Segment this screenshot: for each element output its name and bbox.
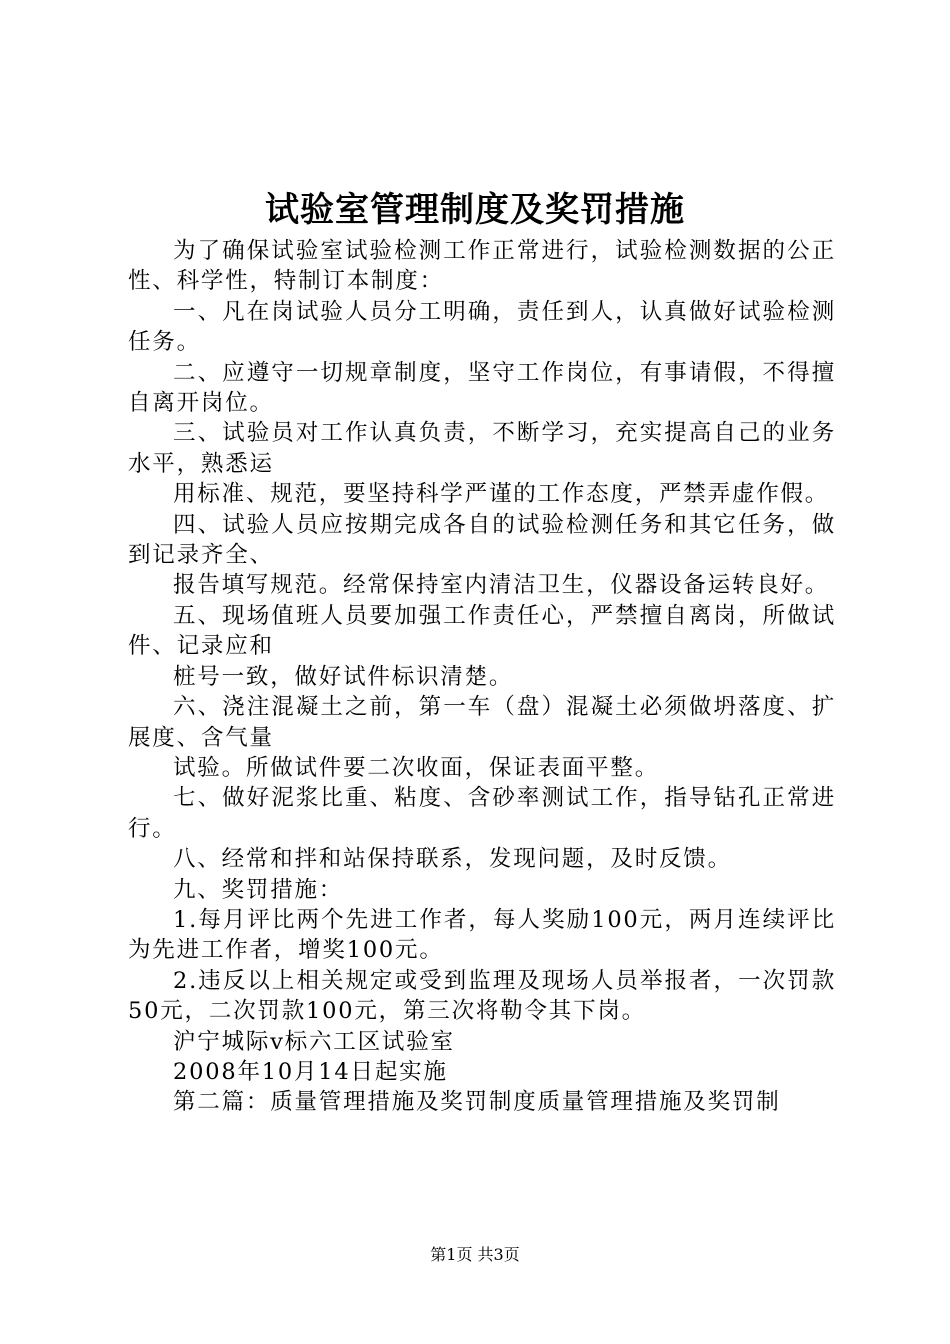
paragraph-penalty: 2.违反以上相关规定或受到监理及现场人员举报者，一次罚款50元，二次罚款100元，第三次将勒令其下岗。 — [128, 967, 836, 1025]
paragraph-reward: 1.每月评比两个先进工作者，每人奖励100元，两月连续评比为先进工作者，增奖100元。 — [128, 906, 836, 964]
paragraph-rule-8: 八、经常和拌和站保持联系，发现问题，及时反馈。 — [173, 846, 732, 873]
paragraph-issuer: 沪宁城际v标六工区试验室 — [173, 1028, 455, 1055]
paragraph-intro: 为了确保试验室试验检测工作正常进行，试验检测数据的公正性、科学性，特制订本制度： — [128, 238, 836, 295]
document-body — [128, 236, 836, 1118]
paragraph-rule-7: 七、做好泥浆比重、粘度、含砂率测试工作，指导钻孔正常进行。 — [128, 785, 836, 842]
paragraph-rule-9: 九、奖罚措施： — [173, 876, 344, 903]
paragraph-effective-date: 2008年10月14日起实施 — [173, 1058, 448, 1085]
document-title: 试验室管理制度及奖罚措施 — [265, 190, 685, 230]
paragraph-rule-6: 六、浇注混凝土之前，第一车（盘）混凝土必须做坍落度、扩展度、含气量 — [128, 694, 836, 751]
page-number-footer: 第1页 共3页 — [430, 1245, 520, 1264]
paragraph-second-section: 第二篇：质量管理措施及奖罚制度质量管理措施及奖罚制 — [173, 1089, 781, 1116]
paragraph-rule-4-cont: 报告填写规范。经常保持室内清洁卫生，仪器设备运转良好。 — [173, 572, 830, 599]
paragraph-rule-3: 三、试验员对工作认真负责，不断学习，充实提高自己的业务水平，熟悉运 — [128, 420, 836, 477]
paragraph-rule-5: 五、现场值班人员要加强工作责任心，严禁擅自离岗，所做试件、记录应和 — [128, 602, 836, 660]
paragraph-rule-5-cont: 桩号一致，做好试件标识清楚。 — [173, 663, 514, 690]
paragraph-rule-6-cont: 试验。所做试件要二次收面，保证表面平整。 — [173, 754, 660, 781]
paragraph-rule-2: 二、应遵守一切规章制度，坚守工作岗位，有事请假，不得擅自离开岗位。 — [128, 359, 836, 417]
paragraph-rule-3-cont: 用标准、规范，要坚持科学严谨的工作态度，严禁弄虚作假。 — [173, 481, 830, 508]
paragraph-rule-1: 一、凡在岗试验人员分工明确，责任到人，认真做好试验检测任务。 — [128, 298, 836, 356]
paragraph-rule-4: 四、试验人员应按期完成各自的试验检测任务和其它任务，做到记录齐全、 — [128, 511, 836, 569]
